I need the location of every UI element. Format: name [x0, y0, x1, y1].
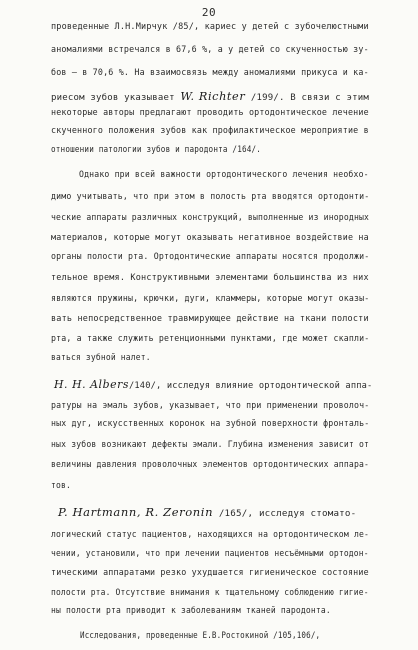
page-number: 20 — [201, 6, 217, 19]
line-text: /140/, исследуя влияние ортодонтической аппа- — [128, 380, 373, 391]
line-text: ческие аппараты различных конструкций, выполненные из инородных — [51, 212, 370, 223]
handwritten-author-name: P. Hartmann, R. Zeronin — [58, 505, 214, 519]
text-line — [51, 480, 71, 492]
line-text: /199/. В связи с этим — [245, 92, 369, 103]
text-line — [51, 567, 369, 579]
line-text: чении, установили, что при лечении пациентов несъёмными ортодон- — [51, 548, 369, 559]
text-line — [51, 191, 369, 203]
text-line — [51, 529, 369, 541]
line-text: димо учитывать, что при этом в полость рта вводятся ортодонти- — [51, 191, 370, 202]
text-line — [51, 293, 369, 305]
line-text: риесом зубов указывает — [51, 92, 181, 103]
line-text: тическими аппаратами резко ухудшается гигиеническое состояние — [51, 567, 369, 578]
text-line — [51, 352, 151, 364]
line-text: /165/, исследуя стомато- — [213, 508, 357, 519]
text-line — [51, 232, 369, 244]
text-line — [51, 125, 369, 137]
line-text: Исследования, проведенные Е.В.Ростокиной /105,106/, — [80, 630, 321, 641]
line-text: вать непосредственное травмирующее действие на ткани полости — [51, 313, 369, 324]
line-text: бов – в 70,6 %. На взаимосвязь между аномалиями прикуса и ка- — [51, 67, 369, 78]
line-text: некоторые авторы предлагают проводить ортодонтическое лечение — [51, 107, 369, 118]
line-text: логический статус пациентов, находящихся на ортодонтическом ле- — [51, 529, 370, 540]
text-line — [51, 418, 369, 430]
line-text: величины давления проволочных элементов ортодонтических аппара- — [51, 459, 370, 470]
line-text: тельное время. Конструктивными элементами большинства из них — [51, 272, 369, 283]
text-line — [51, 587, 369, 599]
text-line — [54, 378, 372, 392]
line-text: скученного положения зубов как профилактическое мероприятие в — [51, 125, 369, 136]
text-line — [51, 90, 369, 104]
line-text: ных зубов возникают дефекты эмали. Глубина изменения зависит от — [51, 439, 370, 450]
line-text: отношении патологии зубов и пародонта /164/. — [51, 144, 262, 155]
text-line — [51, 313, 369, 325]
text-line — [51, 44, 369, 56]
line-text: являются пружины, крючки, дуги, кламмеры, которые могут оказы- — [51, 293, 370, 304]
line-text: ных дуг, искусственных коронок на зубной поверхности фронталь- — [51, 418, 370, 429]
text-line — [51, 212, 369, 224]
text-line — [58, 506, 356, 520]
text-line — [51, 67, 369, 79]
line-text: ваться зубной налет. — [51, 352, 151, 363]
line-text: проведенные Л.Н.Мирчук /85/, кариес у детей с зубочелюстными — [51, 21, 369, 32]
line-text: ратуры на эмаль зубов, указывает, что при применении проволоч- — [51, 400, 370, 411]
line-text: рта, а также служить ретенционными пунктами, где может скапли- — [51, 333, 370, 344]
text-line — [79, 169, 369, 181]
text-line — [51, 251, 369, 263]
text-line — [51, 21, 369, 33]
text-line — [51, 272, 369, 284]
handwritten-author-name: W. Richter — [180, 89, 246, 103]
line-text: полости рта. Отсутствие внимания к тщательному соблюдению гигие- — [51, 587, 369, 598]
line-text: материалов, которые могут оказывать негативное воздействие на — [51, 232, 369, 243]
text-line — [51, 333, 369, 345]
line-text: ны полости рта приводит к заболеваниям тканей пародонта. — [51, 605, 331, 616]
line-text: аномалиями встречался в 67,6 %, а у детей со скученностью зу- — [51, 44, 369, 55]
text-line — [51, 144, 261, 156]
line-text: тов. — [51, 480, 71, 491]
text-line — [80, 630, 320, 642]
text-line — [51, 605, 331, 617]
text-line — [51, 400, 369, 412]
text-line — [51, 107, 369, 119]
line-text: органы полости рта. Ортодонтические аппараты носятся продолжи- — [51, 251, 370, 262]
text-line — [51, 439, 369, 451]
handwritten-author-name: H. H. Albers — [54, 377, 129, 391]
text-line — [51, 459, 369, 471]
text-line — [51, 548, 369, 560]
line-text: Однако при всей важности ортодонтического лечения необхо- — [79, 169, 369, 180]
